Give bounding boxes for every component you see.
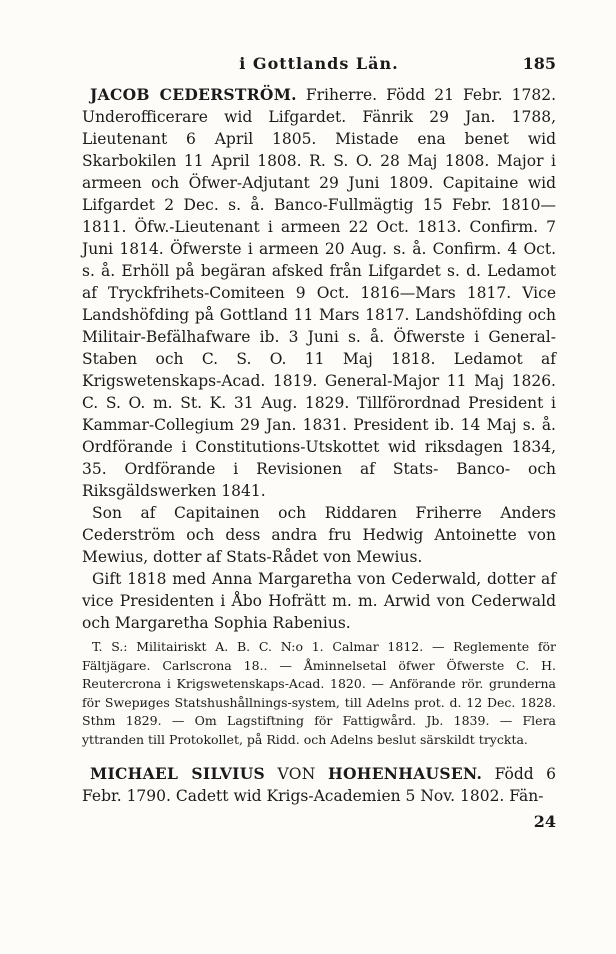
- entry-body: Friherre. Född 21 Febr. 1782. Underofficerare wid Lifgardet. Fänrik 29 Jan. 1788, Lieutenant 6 April 1805. Mistade ena benet wid Skarbokilen 11 April 1808. R. S. O. 28 Maj 1808. Major i armeen och Öfwer-Adjutant 29 Juni 1809. Capitaine wid Lifgardet 2 Dec. s. å. Banco-Fullmägtig 15 Febr. 1810—1811. Öfw.-Lieutenant i armeen 22 Oct. 1813. Confirm. 7 Juni 1814. Öfwerste i armeen 20 Aug. s. å. Confirm. 4 Oct. s. å. Erhöll på begäran afsked från Lifgardet s. d. Ledamot af Tryckfrihets-Comiteen 9 Oct. 1816—Mars 1817. Vice Landshöfding på Gottland 11 Mars 1817. Landshöfding och Militair-Befälhafware ib. 3 Juni s. å. Öfwerste i General-Staben och C. S. O. 11 Maj 1818. Ledamot af Krigswetenskaps-Acad. 1819. General-Major 11 Maj 1826. C. S. O. m. St. K. 31 Aug. 1829. Tillförordnad President i Kammar-Collegium 29 Jan. 1831. President ib. 14 Maj s. å. Ordförande i Constitutions-Utskottet wid riksdagen 1834, 35. Ordförande i Revisionen af Stats- Banco- och Riksgäldswerken 1841.: [82, 86, 557, 500]
- entry-name-first: MICHAEL SILVIUS: [90, 764, 266, 783]
- page-header: [82, 54, 556, 84]
- entry-name-last: HOHENHAUSEN.: [328, 764, 483, 783]
- entry-parents: Son af Capitainen och Riddaren Friherre Anders Cederström och dess andra fru Hedwig Antoinette von Mewius, dotter af Stats-Rådet von Mewius.: [82, 504, 556, 566]
- entry-cederstrom: [82, 84, 556, 502]
- running-head: i Gottlands Län.: [239, 54, 399, 73]
- entry-hohenhausen: [82, 763, 556, 807]
- signature-mark: 24: [533, 812, 556, 831]
- entry-body: Född 6 Febr. 1790. Cadett wid Krigs-Academien 5 Nov. 1802. Fän-: [82, 765, 556, 805]
- page-number: 185: [522, 54, 556, 73]
- page-text: [82, 84, 556, 833]
- entry-writings-note: T. S.: Militairiskt A. B. C. N:o 1. Calmar 1812. — Reglemente för Fältjägare. Carlscrona 18.. — Åminnelsetal öfwer Öfwerste C. H. Reutercrona i Krigswetenskaps-Acad. 1820. — Anförande rör. grunderna för Swериges Statshushållnings-system, till Adelns prot. d. 12 Dec. 1828. Sthm 1829. — Om Lagstiftning för Fattigwård. Jb. 1839. — Flera yttranden till Protokollet, på Ridd. och Adelns beslut särskildt tryckta.: [82, 639, 556, 747]
- entry-name-von: VON: [277, 765, 316, 783]
- entry-name: JACOB CEDERSTRÖM.: [90, 85, 297, 104]
- entry-marriage: Gift 1818 med Anna Margaretha von Cederwald, dotter af vice Presidenten i Åbo Hofrätt m. m. Arwid von Cederwald och Margaretha Sophia Rabenius.: [82, 570, 556, 632]
